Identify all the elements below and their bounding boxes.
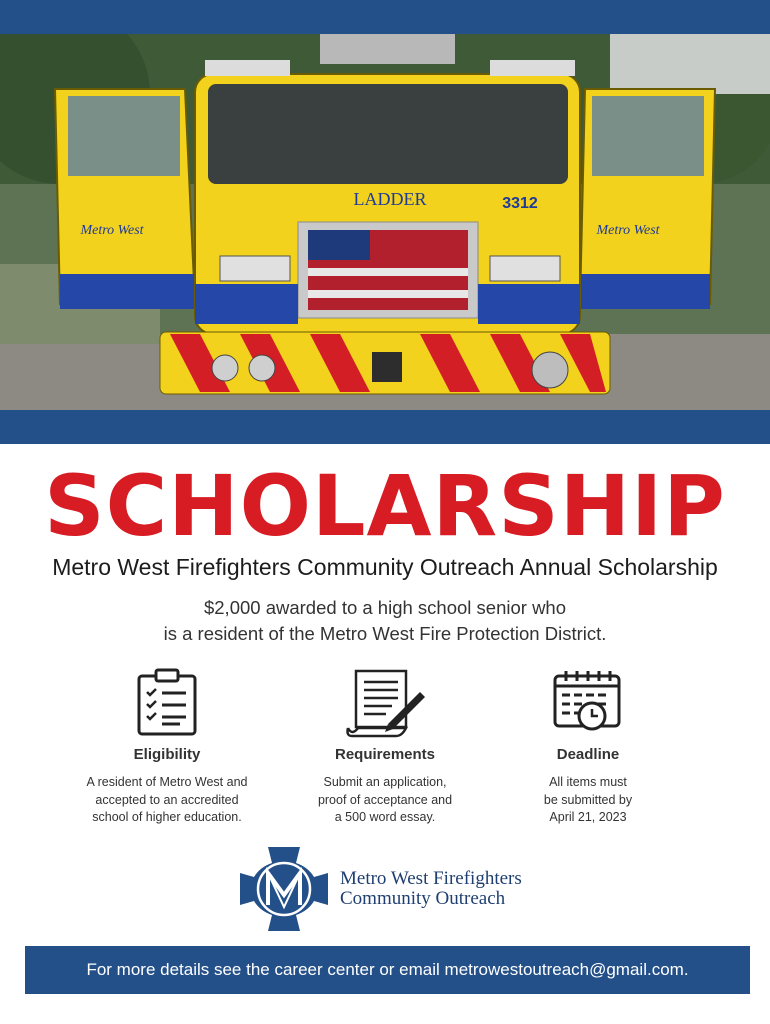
clipboard-checklist-icon bbox=[136, 668, 198, 736]
requirements-section bbox=[275, 668, 495, 827]
contact-footer: For more details see the career center or email metrowestoutreach@gmail.com. bbox=[25, 946, 750, 994]
page-title: SCHOLARSHIP bbox=[44, 457, 726, 555]
deadline-heading: Deadline bbox=[556, 746, 620, 763]
eligibility-section bbox=[57, 668, 277, 827]
award-summary bbox=[0, 595, 770, 647]
requirements-text: Submit an application, proof of acceptance and a 500 word essay. bbox=[317, 775, 453, 824]
logo-text bbox=[340, 869, 522, 909]
logo-line: Community Outreach bbox=[340, 888, 506, 909]
award-summary-line: is a resident of the Metro West Fire Protection District. bbox=[163, 623, 607, 644]
requirements-heading: Requirements bbox=[334, 746, 436, 763]
maltese-cross-logo-icon bbox=[238, 845, 330, 933]
fire-truck-photo bbox=[0, 34, 770, 410]
truck-number-text: 3312 bbox=[502, 195, 538, 212]
calendar-clock-icon bbox=[552, 668, 624, 734]
eligibility-text: A resident of Metro West and accepted to an accredited school of higher education. bbox=[86, 775, 248, 824]
mid-banner-bar bbox=[0, 410, 770, 444]
left-door-logo-text: Metro West bbox=[80, 223, 144, 238]
organization-logo bbox=[238, 845, 522, 933]
award-summary-line: $2,000 awarded to a high school senior who bbox=[203, 597, 567, 618]
deadline-section bbox=[478, 668, 698, 827]
eligibility-heading: Eligibility bbox=[133, 746, 201, 763]
truck-ladder-text: LADDER bbox=[353, 189, 427, 209]
document-pen-icon bbox=[342, 668, 428, 738]
top-banner-bar bbox=[0, 0, 770, 34]
deadline-text: All items must be submitted by April 21, 2023 bbox=[543, 775, 633, 824]
logo-line: Metro West Firefighters bbox=[340, 868, 522, 889]
page-subtitle: Metro West Firefighters Community Outreach Annual Scholarship bbox=[52, 554, 718, 580]
right-door-logo-text: Metro West bbox=[596, 223, 660, 238]
fire-truck-illustration bbox=[0, 34, 770, 410]
